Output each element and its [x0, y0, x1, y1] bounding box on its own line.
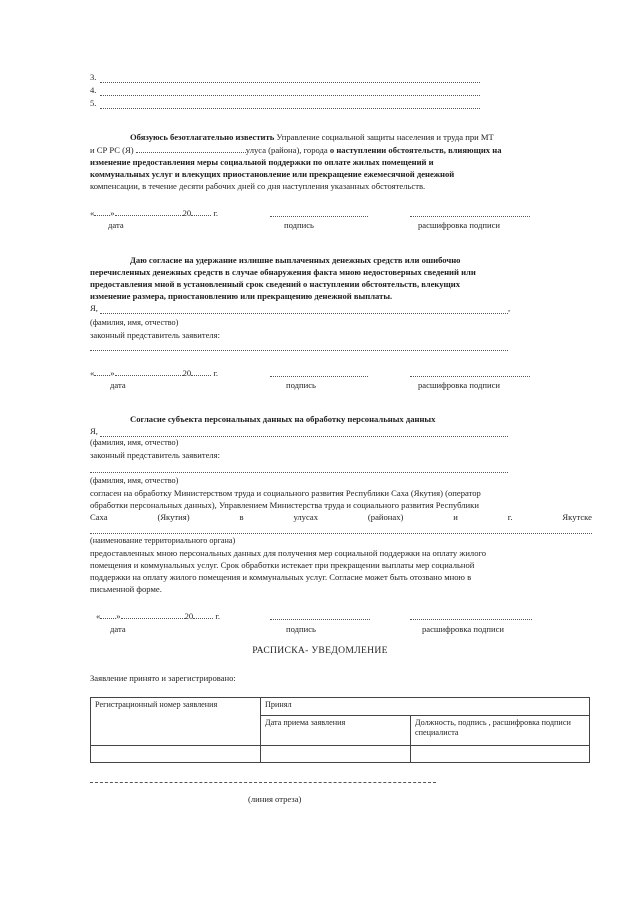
personal-para-2: помещения и коммунальных услуг. Срок обработки истекает при прекращении выплаты мер социальной	[90, 560, 475, 570]
list-line-4[interactable]	[100, 95, 480, 96]
personal-agree-2: обработки персональных данных), Управлением Министерства труда и социального развития Республики	[90, 500, 479, 510]
year-suffix: г.	[213, 208, 219, 218]
sign3-signature-label: подпись	[286, 624, 316, 634]
withhold-line-1: Даю согласие на удержание излишне выплаченных денежных средств или ошибочно	[130, 255, 461, 265]
personal-fio-label-1: (фамилия, имя, отчество)	[90, 438, 179, 447]
quote-close: »	[110, 368, 115, 378]
sign2-day-field[interactable]	[94, 375, 110, 376]
sign3-date-label: дата	[110, 624, 126, 634]
withhold-line-3: предоставления мной в установленный срок сведений о наступлении обстоятельств, влекущих	[90, 279, 461, 289]
personal-org-line[interactable]	[90, 533, 592, 534]
quote-open: «	[96, 611, 101, 621]
notify-lead: Обязуюсь безотлагательно известить	[130, 132, 275, 142]
ulus-field[interactable]	[136, 152, 246, 153]
date-received-header	[261, 716, 411, 746]
notify-line2-start: и СР РС (Я)	[90, 145, 136, 155]
date-received-cell[interactable]	[261, 746, 411, 763]
list-number-5: 5.	[90, 98, 97, 108]
sign2-signature-line[interactable]	[270, 376, 368, 377]
sign2-date-row	[90, 368, 218, 379]
withhold-name-line[interactable]	[100, 313, 508, 314]
word-yakutia: (Якутия)	[157, 512, 190, 522]
cut-line	[90, 782, 436, 783]
sign3-decode-line[interactable]	[410, 619, 532, 620]
personal-ya: Я,	[90, 426, 98, 436]
sign1-signature-line[interactable]	[270, 216, 368, 217]
sign1-decode-label: расшифровка подписи	[418, 220, 501, 230]
list-line-5[interactable]	[100, 108, 480, 109]
list-line-3[interactable]	[100, 82, 480, 83]
notify-line-2	[90, 145, 502, 156]
sign1-date-row	[90, 208, 218, 219]
sign3-year-field[interactable]	[193, 618, 213, 619]
withhold-comma: ,	[508, 303, 511, 313]
withhold-line-2: перечисленных денежных средств в случае обнаружения факта мною недостоверных сведений или	[90, 267, 476, 277]
notify-line-5: компенсации, в течение десяти рабочих дней со дня наступления указанных обстоятельств.	[90, 181, 426, 191]
sign3-decode-label: расшифровка подписи	[422, 624, 505, 634]
reg-number-cell[interactable]	[91, 746, 261, 763]
notify-line2-end: о наступлении обстоятельств, влияющих на	[329, 145, 502, 155]
word-g: г.	[507, 512, 513, 522]
quote-close: »	[110, 208, 115, 218]
word-yakutsk: Якутске	[562, 512, 592, 522]
sign3-signature-line[interactable]	[270, 619, 370, 620]
withhold-fio-label: (фамилия, имя, отчество)	[90, 318, 179, 327]
date-received-label: Дата приема заявления	[265, 718, 346, 727]
notify-line2-mid: улуса (района), города	[245, 145, 330, 155]
sign2-signature-label: подпись	[286, 380, 316, 390]
personal-agree-3	[90, 512, 592, 523]
received-label: Принял	[265, 700, 292, 709]
personal-org-label: (наименование территориального органа)	[90, 536, 236, 545]
sign3-month-field[interactable]	[121, 618, 185, 619]
personal-para-1: предоставленных мною персональных данных для получения мер социальной поддержки на оплату жилого	[90, 548, 487, 558]
reg-number-header	[91, 698, 261, 746]
sign2-year-field[interactable]	[191, 375, 211, 376]
sign1-year-field[interactable]	[191, 215, 211, 216]
year-prefix: 20	[182, 368, 192, 378]
notify-line-1	[130, 132, 494, 143]
quote-open: «	[90, 368, 95, 378]
notify-line-4	[90, 169, 454, 180]
sign2-decode-label: расшифровка подписи	[418, 380, 501, 390]
personal-para-3: поддержки на оплату жилого помещения и коммунальных услуг. Согласие может быть отозвано мною в	[90, 572, 472, 582]
personal-name-line[interactable]	[100, 436, 508, 437]
withhold-ya: Я,	[90, 303, 98, 313]
year-suffix: г.	[215, 611, 221, 621]
personal-rep-line[interactable]	[90, 472, 508, 473]
sign2-decode-line[interactable]	[410, 376, 530, 377]
quote-open: «	[90, 208, 95, 218]
personal-para-4: письменной форме.	[90, 584, 162, 594]
sign1-decode-line[interactable]	[410, 216, 530, 217]
year-prefix: 20	[184, 611, 194, 621]
personal-agree-1: согласен на обработку Министерством труда и социального развития Республики Саха (Якутия) (оператор	[90, 488, 481, 498]
word-ulusah: улусах	[293, 512, 318, 522]
word-saha: Саха	[90, 512, 108, 522]
word-i: и	[453, 512, 458, 522]
sign2-month-field[interactable]	[115, 375, 183, 376]
list-number-4: 4.	[90, 85, 97, 95]
withhold-rep-line[interactable]	[90, 350, 508, 351]
list-number-3: 3.	[90, 72, 97, 82]
position-cell[interactable]	[411, 746, 590, 763]
word-v: в	[239, 512, 244, 522]
notify-text-1: Управление социальной защиты населения и труда при МТ	[274, 132, 494, 142]
reg-number-label: Регистрационный номер заявления	[95, 700, 218, 709]
receipt-accepted: Заявление принято и зарегистрировано:	[90, 673, 236, 683]
word-rayonah: (районах)	[367, 512, 404, 522]
year-prefix: 20	[182, 208, 192, 218]
sign3-date-row	[96, 611, 220, 622]
receipt-title: РАСПИСКА- УВЕДОМЛЕНИЕ	[252, 645, 388, 656]
registration-table	[90, 697, 590, 763]
notify-line-3: изменение предоставления меры социальной поддержки по оплате жилых помещений и	[90, 157, 434, 167]
cut-line-label: (линия отреза)	[248, 794, 302, 804]
sign1-date-label: дата	[108, 220, 124, 230]
notify-line4-text: коммунальных услуг и влекущих приостановление или прекращение ежемесячной денежной	[90, 169, 455, 179]
personal-title: Согласие субъекта персональных данных на обработку персональных данных	[130, 414, 436, 424]
personal-fio-label-2: (фамилия, имя, отчество)	[90, 476, 179, 485]
withhold-line-4: изменение размера, приостановлению или прекращению денежной выплаты.	[90, 291, 393, 301]
year-suffix: г.	[213, 368, 219, 378]
personal-rep-label: законный представитель заявителя:	[90, 450, 221, 460]
position-header	[411, 716, 590, 746]
sign3-day-field[interactable]	[100, 618, 116, 619]
received-header	[261, 698, 590, 716]
withhold-rep-label: законный представитель заявителя:	[90, 330, 221, 340]
quote-close: »	[116, 611, 121, 621]
position-label: Должность, подпись , расшифровка подписи специалиста	[415, 718, 571, 738]
sign1-month-field[interactable]	[115, 215, 183, 216]
sign1-day-field[interactable]	[94, 215, 110, 216]
sign1-signature-label: подпись	[284, 220, 314, 230]
sign2-date-label: дата	[110, 380, 126, 390]
